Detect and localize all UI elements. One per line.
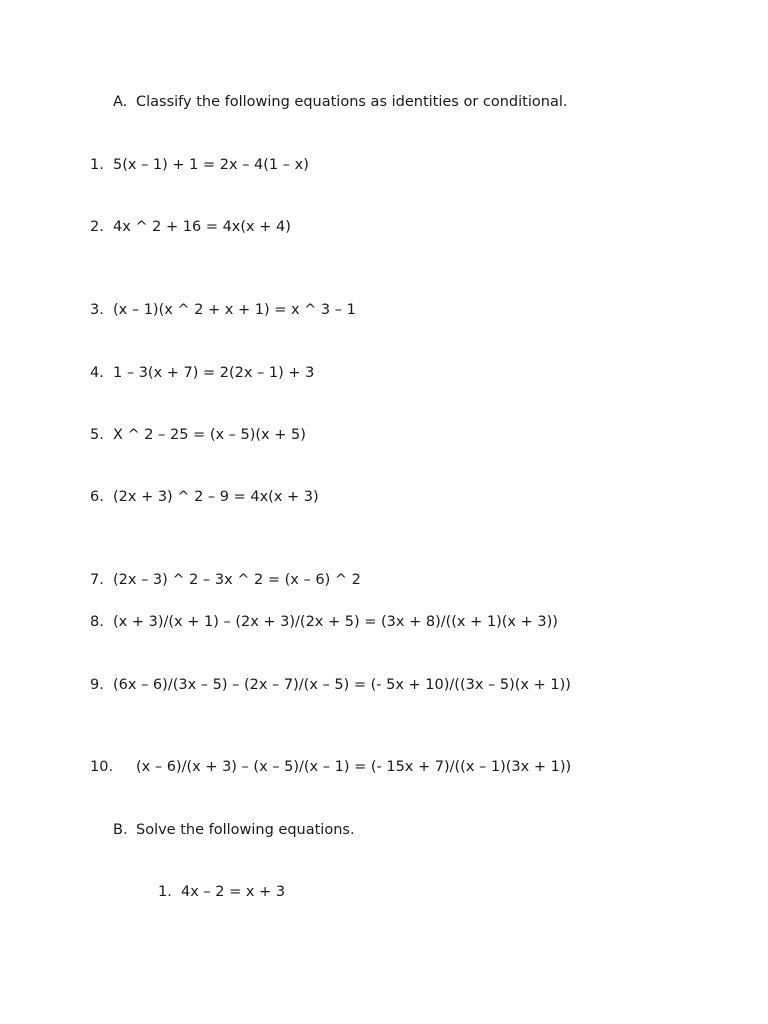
equation-text: (2x + 3) ^ 2 – 9 = 4x(x + 3): [113, 489, 319, 505]
item-number: 9.: [90, 677, 104, 693]
section-a-instruction: Classify the following equations as identities or conditional.: [136, 94, 568, 110]
item-number: 1.: [90, 157, 104, 173]
item-number: 3.: [90, 302, 104, 318]
section-b-heading: [113, 821, 355, 839]
item-number: 5.: [90, 427, 104, 443]
item-number: 10.: [90, 759, 114, 775]
list-item: [90, 301, 356, 319]
list-item: [90, 676, 571, 694]
equation-text: 1 – 3(x + 7) = 2(2x – 1) + 3: [113, 365, 315, 381]
list-item: [90, 218, 291, 236]
equation-text: 5(x – 1) + 1 = 2x – 4(1 – x): [113, 157, 309, 173]
section-a-marker: A.: [113, 94, 128, 110]
list-item: [90, 613, 558, 631]
section-a-heading: [113, 93, 567, 111]
equation-text: X ^ 2 – 25 = (x – 5)(x + 5): [113, 427, 306, 443]
section-b-instruction: Solve the following equations.: [136, 822, 355, 838]
section-b-marker: B.: [113, 822, 128, 838]
equation-text: (2x – 3) ^ 2 – 3x ^ 2 = (x – 6) ^ 2: [113, 572, 361, 588]
item-number: 2.: [90, 219, 104, 235]
item-number: 6.: [90, 489, 104, 505]
list-item: [90, 156, 309, 174]
item-number: 4.: [90, 365, 104, 381]
list-item: [90, 488, 319, 506]
list-item: [90, 571, 361, 589]
list-item: [90, 758, 571, 776]
list-item: [90, 364, 314, 382]
equation-text: (6x – 6)/(3x – 5) – (2x – 7)/(x – 5) = (- 5x + 10)/((3x – 5)(x + 1)): [113, 677, 571, 693]
equation-text: (x – 1)(x ^ 2 + x + 1) = x ^ 3 – 1: [113, 302, 356, 318]
equation-text: (x + 3)/(x + 1) – (2x + 3)/(2x + 5) = (3x + 8)/((x + 1)(x + 3)): [113, 614, 558, 630]
list-item: [90, 426, 306, 444]
item-number: 7.: [90, 572, 104, 588]
item-number: 1.: [158, 884, 172, 900]
equation-text: (x – 6)/(x + 3) – (x – 5)/(x – 1) = (- 15x + 7)/((x – 1)(3x + 1)): [136, 759, 572, 775]
equation-text: 4x – 2 = x + 3: [181, 884, 286, 900]
item-number: 8.: [90, 614, 104, 630]
list-item: [158, 883, 285, 901]
equation-text: 4x ^ 2 + 16 = 4x(x + 4): [113, 219, 291, 235]
